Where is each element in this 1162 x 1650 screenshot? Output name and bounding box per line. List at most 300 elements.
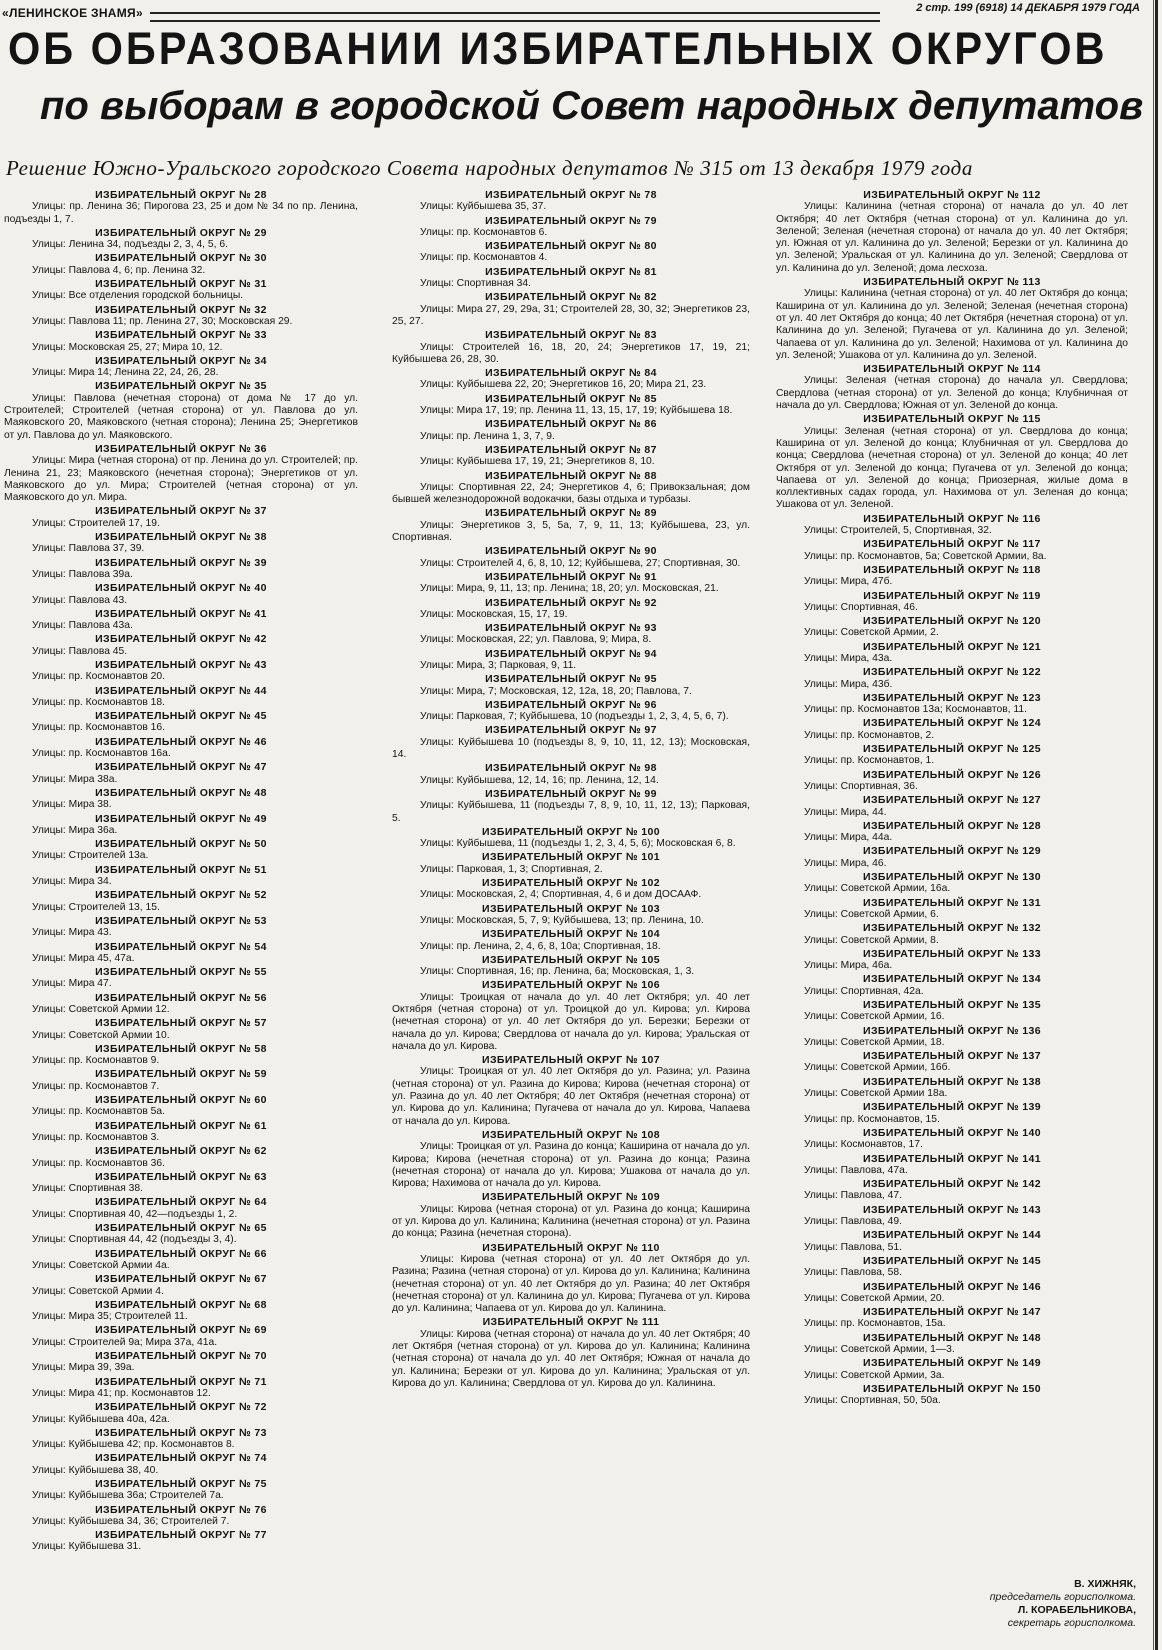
district-title: ИЗБИРАТЕЛЬНЫЙ ОКРУГ № 126 [863,768,1041,781]
district-title: ИЗБИРАТЕЛЬНЫЙ ОКРУГ № 124 [863,717,1041,730]
district-streets: Улицы: Строителей 17, 19. [32,517,160,529]
district-title: ИЗБИРАТЕЛЬНЫЙ ОКРУГ № 32 [95,303,267,316]
district-title: ИЗБИРАТЕЛЬНЫЙ ОКРУГ № 128 [863,819,1041,832]
district-streets: Улицы: Калинина (четная сторона) от ул. 40 лет Октября до конца; Каширина от ул. Калинина до ул. Зеленой; Зеленая (нечетная сторона) от ул. 40 лет Октября до конца; 40 лет Октября (нечетная сторона) от ул. Калинина до ул. Зеленой; Пугачева от ул. Калинина до ул. Зеленой; Чапаева от ул. Калинина до ул. Зеленой; Нахимова от ул. Калинина до ул. Зеленой; Ушакова от ул. Калинина до ул. Зеленой. [776,288,1128,361]
electoral-district [776,1178,1128,1203]
electoral-district [4,761,358,786]
district-streets: Улицы: Спортивная 44, 42 (подъезды 3, 4). [32,1234,237,1246]
district-streets: Улицы: Павлова 43. [32,594,128,606]
electoral-district [4,941,358,966]
electoral-district [392,240,750,265]
district-streets: Улицы: Советской Армии, 1—3. [804,1344,955,1356]
district-streets: Улицы: Кирова (четная сторона) от ул. 40 лет Октября до ул. Разина; Разина (четная сторона) от ул. Кирова до ул. Калинина; Калинина (нечетная сторона) от ул. 40 лет Октября до ул. Разина; 40 лет Октября (нечетная сторона) от ул. Калинина до ул. Кирова; Пугачева от ул. Кирова до ул. Калинина; Чапаева от ул. Кирова до ул. Калинина. [392,1253,750,1315]
electoral-district [776,1281,1128,1306]
district-streets: Улицы: Мира (четная сторона) от пр. Ленина до ул. Строителей; пр. Ленина 21, 23; Маяковского (нечетная сторона); Энергетиков от ул. Маяковского до ул. Мира; Строителей (четная сторона) от ул. Маяковского до ул. Мира. [4,455,358,504]
electoral-district [776,564,1128,589]
district-streets: Улицы: Павлова, 51. [804,1241,902,1253]
electoral-district [776,413,1128,511]
district-streets: Улицы: Мира 39, 39а. [32,1362,135,1374]
district-title: ИЗБИРАТЕЛЬНЫЙ ОКРУГ № 94 [485,647,657,660]
district-streets: Улицы: Павлова 43а. [32,620,133,632]
electoral-district [392,545,750,570]
district-streets: Улицы: Куйбышева, 11 (подъезды 7, 8, 9, 10, 11, 12, 13); Парковая, 5. [392,800,750,824]
electoral-district [776,641,1128,666]
decision-reference: Решение Южно-Уральского городского Совета народных депутатов № 315 от 13 декабря 1979 года [6,156,973,180]
district-streets: Улицы: Советской Армии 10. [32,1029,170,1041]
electoral-district [776,666,1128,691]
district-streets: Улицы: пр. Космонавтов 36. [32,1157,165,1169]
electoral-district [4,838,358,863]
district-title: ИЗБИРАТЕЛЬНЫЙ ОКРУГ № 31 [95,278,267,291]
district-title: ИЗБИРАТЕЛЬНЫЙ ОКРУГ № 76 [95,1503,267,1516]
district-title: ИЗБИРАТЕЛЬНЫЙ ОКРУГ № 95 [485,673,657,686]
electoral-district [776,615,1128,640]
district-title: ИЗБИРАТЕЛЬНЫЙ ОКРУГ № 146 [863,1280,1041,1293]
district-title: ИЗБИРАТЕЛЬНЫЙ ОКРУГ № 57 [95,1017,267,1030]
district-streets: Улицы: Московская 25, 27; Мира 10, 12. [32,341,223,353]
district-streets: Улицы: Кирова (четная сторона) от ул. Разина до конца; Каширина от ул. Кирова до ул. Калинина; Калинина (нечетная сторона) от ул. Разина до конца; Разина (нечетная сторона). [392,1203,750,1240]
electoral-district [392,724,750,761]
district-title: ИЗБИРАТЕЛЬНЫЙ ОКРУГ № 64 [95,1196,267,1209]
district-streets: Улицы: пр. Космонавтов 7. [32,1080,160,1092]
electoral-district [4,633,358,658]
district-title: ИЗБИРАТЕЛЬНЫЙ ОКРУГ № 137 [863,1050,1041,1063]
district-title: ИЗБИРАТЕЛЬНЫЙ ОКРУГ № 34 [95,354,267,367]
district-streets: Улицы: Космонавтов, 17. [804,1139,923,1151]
electoral-district [392,648,750,673]
electoral-district [4,1376,358,1401]
district-streets: Улицы: пр. Космонавтов, 2. [804,729,935,741]
electoral-district [776,1025,1128,1050]
electoral-district [776,189,1128,275]
district-title: ИЗБИРАТЕЛЬНЫЙ ОКРУГ № 111 [482,1316,660,1329]
electoral-district [4,1529,358,1554]
district-streets: Улицы: Троицкая от начала до ул. 40 лет Октября; ул. 40 лет Октября (четная сторона) от ул. Троицкой до ул. Кирова; ул. Кирова (нечетная сторона) от ул. 40 лет Октября до ул. Березки; Березки от начала до ул. Кирова; Свердлова от начала до ул. Кирова; Уральская от начала до ул. Кирова. [392,991,750,1052]
district-streets: Улицы: пр. Космонавтов 16а. [32,748,171,760]
district-title: ИЗБИРАТЕЛЬНЫЙ ОКРУГ № 131 [863,896,1041,909]
electoral-district [776,743,1128,768]
district-streets: Улицы: Зеленая (четная сторона) от ул. Свердлова до конца; Каширина от ул. Зеленой до конца; Клубничная от ул. Свердлова до конца; Свердлова (нечетная сторона) от ул. Зеленой до конца; 40 лет Октября от ул. Зеленой до конца; Пугачева от ул. Зеленой до конца; Чапаева от ул. Зеленой до конца; Приозерная, жилые дома в коллективных садах города, ул. Нахимова от ул. Зеленая до конца; Ушакова от ул. Зеленой. [776,425,1128,511]
electoral-district [4,710,358,735]
district-streets: Улицы: Советской Армии, 18. [804,1036,945,1048]
district-title: ИЗБИРАТЕЛЬНЫЙ ОКРУГ № 36 [95,442,267,455]
district-streets: Улицы: Московская, 22; ул. Павлова, 9; Мира, 8. [420,634,652,646]
district-title: ИЗБИРАТЕЛЬНЫЙ ОКРУГ № 149 [863,1357,1041,1370]
district-title: ИЗБИРАТЕЛЬНЫЙ ОКРУГ № 144 [863,1229,1041,1242]
district-title: ИЗБИРАТЕЛЬНЫЙ ОКРУГ № 104 [482,928,660,941]
electoral-district [776,363,1128,412]
electoral-district [4,1017,358,1042]
district-streets: Улицы: Ленина 34, подъезды 2, 3, 4, 5, 6. [32,239,228,251]
electoral-district [4,189,358,226]
district-streets: Улицы: пр. Космонавтов 9. [32,1055,160,1067]
district-streets: Улицы: Куйбышева 42; пр. Космонавтов 8. [32,1439,235,1451]
district-title: ИЗБИРАТЕЛЬНЫЙ ОКРУГ № 110 [482,1241,660,1254]
electoral-district [776,973,1128,998]
district-title: ИЗБИРАТЕЛЬНЫЙ ОКРУГ № 62 [95,1145,267,1158]
electoral-district [392,1316,750,1390]
district-streets: Улицы: Куйбышева 22, 20; Энергетиков 16, 20; Мира 21, 23. [420,379,707,391]
district-title: ИЗБИРАТЕЛЬНЫЙ ОКРУГ № 106 [482,979,660,992]
district-title: ИЗБИРАТЕЛЬНЫЙ ОКРУГ № 112 [863,189,1041,201]
district-streets: Улицы: Мира 35; Строителей 11. [32,1311,188,1323]
electoral-district [4,685,358,710]
district-streets: Улицы: Мира, 47б. [804,576,893,588]
electoral-district [4,531,358,556]
district-streets: Улицы: Калинина (четная сторона) от начала до ул. 40 лет Октября; 40 лет Октября (четная сторона) от ул. Калинина до ул. Зеленой; Зеленая (нечетная сторона) от начала до ул. 40 лет Октября; ул. Южная от ул. Калинина до ул. Зеленой; Березки от ул. Калинина до ул. Зеленой; Уральская от ул. Калинина до ул. Зеленой; Свердлова от ул. Калинина до ул. Зеленой; дома лесхоза. [776,201,1128,274]
district-streets: Улицы: Спортивная 40, 42—подъезды 1, 2. [32,1208,238,1220]
district-title: ИЗБИРАТЕЛЬНЫЙ ОКРУГ № 108 [482,1128,660,1141]
district-streets: Улицы: Спортивная, 42а. [804,985,924,997]
district-title: ИЗБИРАТЕЛЬНЫЙ ОКРУГ № 116 [863,512,1041,525]
district-streets: Улицы: пр. Космонавтов 3. [32,1131,160,1143]
district-streets: Улицы: Мира 45, 47а. [32,952,135,964]
electoral-district [776,590,1128,615]
electoral-district [4,1248,358,1273]
district-streets: Улицы: Мира 27, 29, 29а, 31; Строителей 28, 30, 32; Энергетиков 23, 25, 27. [392,303,750,327]
district-title: ИЗБИРАТЕЛЬНЫЙ ОКРУГ № 102 [482,877,660,890]
district-streets: Улицы: Строителей, 5, Спортивная, 32. [804,525,992,537]
electoral-district [392,1242,750,1316]
district-streets: Улицы: Советской Армии, 16б. [804,1062,951,1074]
district-streets: Улицы: Мира 34. [32,876,112,888]
district-title: ИЗБИРАТЕЛЬНЫЙ ОКРУГ № 43 [95,658,267,671]
electoral-district [392,189,750,214]
district-streets: Улицы: Все отделения городской больницы. [32,290,244,302]
electoral-district [776,1306,1128,1331]
electoral-district [392,788,750,825]
electoral-district [392,215,750,240]
district-title: ИЗБИРАТЕЛЬНЫЙ ОКРУГ № 65 [95,1222,267,1235]
electoral-district [776,1050,1128,1075]
district-title: ИЗБИРАТЕЛЬНЫЙ ОКРУГ № 48 [95,786,267,799]
electoral-district [392,826,750,851]
district-streets: Улицы: Куйбышева 35, 37. [420,201,547,213]
district-title: ИЗБИРАТЕЛЬНЫЙ ОКРУГ № 115 [863,413,1041,426]
district-title: ИЗБИРАТЕЛЬНЫЙ ОКРУГ № 113 [863,276,1041,289]
electoral-district [392,418,750,443]
electoral-district [4,443,358,504]
electoral-district [4,1478,358,1503]
electoral-district [776,1357,1128,1382]
electoral-district [4,355,358,380]
electoral-district [4,1068,358,1093]
district-streets: Улицы: Мира, 44. [804,806,887,818]
district-title: ИЗБИРАТЕЛЬНЫЙ ОКРУГ № 105 [482,953,660,966]
district-streets: Улицы: Советской Армии, 8. [804,934,939,946]
district-streets: Улицы: Советской Армии 18а. [804,1088,948,1100]
electoral-district [392,266,750,291]
district-streets: Улицы: пр. Космонавтов 18. [32,696,165,708]
district-title: ИЗБИРАТЕЛЬНЫЙ ОКРУГ № 141 [863,1152,1041,1165]
district-title: ИЗБИРАТЕЛЬНЫЙ ОКРУГ № 80 [485,240,657,253]
district-title: ИЗБИРАТЕЛЬНЫЙ ОКРУГ № 135 [863,999,1041,1011]
district-streets: Улицы: Советской Армии, 20. [804,1292,945,1304]
district-title: ИЗБИРАТЕЛЬНЫЙ ОКРУГ № 120 [863,615,1041,628]
electoral-district [776,922,1128,947]
district-title: ИЗБИРАТЕЛЬНЫЙ ОКРУГ № 93 [485,622,657,635]
district-streets: Улицы: Московская, 15, 17, 19. [420,608,568,620]
district-title: ИЗБИРАТЕЛЬНЫЙ ОКРУГ № 37 [95,505,267,518]
electoral-district [776,1127,1128,1152]
electoral-district [4,278,358,303]
electoral-district [392,444,750,469]
district-title: ИЗБИРАТЕЛЬНЫЙ ОКРУГ № 147 [863,1306,1041,1319]
electoral-district [392,1054,750,1128]
district-streets: Улицы: Мира, 46. [804,857,887,869]
district-title: ИЗБИРАТЕЛЬНЫЙ ОКРУГ № 140 [863,1126,1041,1139]
electoral-district [392,928,750,953]
district-streets: Улицы: Павлова (нечетная сторона) от дома № 17 до ул. Строителей; Строителей (четная сторона) от ул. Павлова до ул. Маяковского 20, Маяковского (четная сторона); Ленина 25; Энергетиков от ул. Павлова до ул. Маяковского. [4,392,358,441]
district-title: ИЗБИРАТЕЛЬНЫЙ ОКРУГ № 60 [95,1094,267,1107]
district-streets: Улицы: Куйбышева, 12, 14, 16; пр. Ленина, 12, 14. [420,774,659,786]
district-streets: Улицы: Куйбышева 17, 19, 21; Энергетиков 8, 10. [420,456,655,468]
electoral-district [776,948,1128,973]
district-title: ИЗБИРАТЕЛЬНЫЙ ОКРУГ № 30 [95,252,267,265]
electoral-district [4,329,358,354]
district-title: ИЗБИРАТЕЛЬНЫЙ ОКРУГ № 145 [863,1254,1041,1267]
electoral-district [776,513,1128,538]
district-streets: Улицы: Спортивная 38. [32,1183,143,1195]
electoral-district [392,851,750,876]
district-title: ИЗБИРАТЕЛЬНЫЙ ОКРУГ № 118 [863,563,1041,576]
electoral-district [4,1222,358,1247]
district-title: ИЗБИРАТЕЛЬНЫЙ ОКРУГ № 53 [95,914,267,927]
district-title: ИЗБИРАТЕЛЬНЫЙ ОКРУГ № 88 [485,469,657,482]
district-streets: Улицы: пр. Космонавтов, 15а. [804,1318,946,1330]
electoral-district [4,582,358,607]
district-streets: Улицы: пр. Космонавтов 13а; Космонавтов, 11. [804,704,1027,716]
newspaper-name: «ЛЕНИНСКОЕ ЗНАМЯ» [2,6,143,20]
district-streets: Улицы: Спортивная 22, 24; Энергетиков 4, 6; Привокзальная; дом бывшей железнодорожной водокачки, базы отдыха и турбазы. [392,481,750,506]
district-title: ИЗБИРАТЕЛЬНЫЙ ОКРУГ № 134 [863,973,1041,986]
electoral-district [392,979,750,1053]
district-title: ИЗБИРАТЕЛЬНЫЙ ОКРУГ № 136 [863,1024,1041,1037]
district-title: ИЗБИРАТЕЛЬНЫЙ ОКРУГ № 84 [485,367,657,380]
district-title: ИЗБИРАТЕЛЬНЫЙ ОКРУГ № 71 [95,1375,267,1388]
electoral-district [392,329,750,366]
district-title: ИЗБИРАТЕЛЬНЫЙ ОКРУГ № 69 [95,1324,267,1337]
district-streets: Улицы: Строителей 13а. [32,850,149,862]
electoral-district [4,227,358,252]
electoral-district [392,622,750,647]
district-title: ИЗБИРАТЕЛЬНЫЙ ОКРУГ № 74 [95,1452,267,1465]
signature-role: секретарь горисполкома. [1007,1617,1136,1629]
district-title: ИЗБИРАТЕЛЬНЫЙ ОКРУГ № 148 [863,1331,1041,1344]
electoral-district [4,1504,358,1529]
electoral-district [4,304,358,329]
electoral-district [776,1101,1128,1126]
district-title: ИЗБИРАТЕЛЬНЫЙ ОКРУГ № 28 [95,189,267,201]
district-streets: Улицы: Зеленая (четная сторона) до начала ул. Свердлова; Свердлова (четная сторона) от ул. Зеленой до конца; Клубничная от начала до ул. Свердлова; Южная от ул. Зеленой до конца. [776,375,1128,412]
district-title: ИЗБИРАТЕЛЬНЫЙ ОКРУГ № 59 [95,1068,267,1081]
district-title: ИЗБИРАТЕЛЬНЫЙ ОКРУГ № 96 [485,698,657,711]
district-title: ИЗБИРАТЕЛЬНЫЙ ОКРУГ № 138 [863,1075,1041,1088]
electoral-district [392,367,750,392]
electoral-district [776,999,1128,1024]
district-streets: Улицы: Строителей 4, 6, 8, 10, 12; Куйбышева, 27; Спортивная, 30. [420,557,741,569]
column-2 [392,188,750,1390]
electoral-district [392,470,750,507]
district-streets: Улицы: Московская, 2, 4; Спортивная, 4, 6 и дом ДОСААФ. [420,889,702,901]
district-title: ИЗБИРАТЕЛЬНЫЙ ОКРУГ № 49 [95,812,267,825]
district-title: ИЗБИРАТЕЛЬНЫЙ ОКРУГ № 82 [485,291,657,304]
district-streets: Улицы: Спортивная, 46. [804,601,918,613]
electoral-district [776,1383,1128,1408]
electoral-district [776,794,1128,819]
signature-name: В. ХИЖНЯК, [1074,1578,1136,1590]
electoral-district [776,871,1128,896]
district-title: ИЗБИРАТЕЛЬНЫЙ ОКРУГ № 117 [863,538,1041,551]
district-streets: Улицы: Мира 14; Ленина 22, 24, 26, 28. [32,367,219,379]
district-streets: Улицы: Куйбышева 38, 40. [32,1464,159,1476]
district-streets: Улицы: Мира 41; пр. Космонавтов 12. [32,1387,211,1399]
district-title: ИЗБИРАТЕЛЬНЫЙ ОКРУГ № 123 [863,691,1041,704]
electoral-district [4,1452,358,1477]
electoral-district [4,1324,358,1349]
district-title: ИЗБИРАТЕЛЬНЫЙ ОКРУГ № 68 [95,1298,267,1311]
district-streets: Улицы: пр. Ленина, 2, 4, 6, 8, 10а; Спортивная, 18. [420,940,661,952]
electoral-district [4,380,358,441]
district-title: ИЗБИРАТЕЛЬНЫЙ ОКРУГ № 35 [95,380,267,393]
district-title: ИЗБИРАТЕЛЬНЫЙ ОКРУГ № 133 [863,947,1041,960]
district-streets: Улицы: Павлова, 58. [804,1267,902,1279]
district-streets: Улицы: Мира 36а. [32,824,118,836]
electoral-district [4,1299,358,1324]
electoral-district [4,736,358,761]
district-title: ИЗБИРАТЕЛЬНЫЙ ОКРУГ № 114 [863,363,1041,376]
district-title: ИЗБИРАТЕЛЬНЫЙ ОКРУГ № 85 [485,392,657,405]
district-streets: Улицы: Спортивная, 50, 50а. [804,1395,941,1407]
district-streets: Улицы: Советской Армии 4а. [32,1259,170,1271]
district-title: ИЗБИРАТЕЛЬНЫЙ ОКРУГ № 40 [95,582,267,595]
district-title: ИЗБИРАТЕЛЬНЫЙ ОКРУГ № 86 [485,418,657,431]
district-streets: Улицы: пр. Ленина 36; Пирогова 23, 25 и дом № 34 по пр. Ленина, подъезды 1, 7. [4,201,358,225]
electoral-district [392,673,750,698]
district-title: ИЗБИРАТЕЛЬНЫЙ ОКРУГ № 33 [95,329,267,342]
electoral-district [4,252,358,277]
district-title: ИЗБИРАТЕЛЬНЫЙ ОКРУГ № 39 [95,556,267,569]
district-streets: Улицы: Советской Армии, 16а. [804,883,951,895]
district-streets: Улицы: Мира, 9, 11, 13; пр. Ленина; 18, 20; ул. Московская, 21. [420,583,719,595]
district-streets: Улицы: Куйбышева, 11 (подъезды 1, 2, 3, 4, 5, 6); Московская 6, 8. [420,838,736,850]
district-streets: Улицы: Куйбышева 34, 36; Строителей 7. [32,1515,230,1527]
district-streets: Улицы: Советской Армии, 2. [804,627,939,639]
district-streets: Улицы: пр. Космонавтов, 1. [804,755,935,767]
district-title: ИЗБИРАТЕЛЬНЫЙ ОКРУГ № 89 [485,507,657,520]
electoral-district [776,1076,1128,1101]
district-title: ИЗБИРАТЕЛЬНЫЙ ОКРУГ № 41 [95,607,267,620]
district-streets: Улицы: Троицкая от ул. Разина до конца; Каширина от начала до ул. Кирова; Кирова (нечетная сторона) от ул. Разина до конца; Разина (нечетная сторона) от начала до ул. Кирова; Ушакова от начала до ул. Кирова; Нахимова от начала до ул. Кирова. [392,1141,750,1190]
headline-main: ОБ ОБРАЗОВАНИИ ИЗБИРАТЕЛЬНЫХ ОКРУГОВ [8,22,1108,74]
electoral-district [4,557,358,582]
district-title: ИЗБИРАТЕЛЬНЫЙ ОКРУГ № 109 [482,1191,660,1204]
district-title: ИЗБИРАТЕЛЬНЫЙ ОКРУГ № 87 [485,443,657,456]
electoral-district [4,787,358,812]
electoral-district [4,813,358,838]
district-title: ИЗБИРАТЕЛЬНЫЙ ОКРУГ № 143 [863,1203,1041,1216]
district-title: ИЗБИРАТЕЛЬНЫЙ ОКРУГ № 78 [485,189,657,201]
electoral-district [4,1171,358,1196]
district-title: ИЗБИРАТЕЛЬНЫЙ ОКРУГ № 77 [95,1529,267,1542]
district-title: ИЗБИРАТЕЛЬНЫЙ ОКРУГ № 42 [95,633,267,646]
electoral-district [392,1191,750,1240]
district-title: ИЗБИРАТЕЛЬНЫЙ ОКРУГ № 29 [95,226,267,239]
electoral-district [4,1273,358,1298]
electoral-district [4,1350,358,1375]
district-title: ИЗБИРАТЕЛЬНЫЙ ОКРУГ № 98 [485,762,657,775]
electoral-district [776,1332,1128,1357]
electoral-district [4,864,358,889]
district-title: ИЗБИРАТЕЛЬНЫЙ ОКРУГ № 119 [863,589,1041,602]
district-streets: Улицы: Мира, 43б. [804,678,893,690]
district-title: ИЗБИРАТЕЛЬНЫЙ ОКРУГ № 83 [485,329,657,342]
district-streets: Улицы: Строителей 13, 15. [32,901,160,913]
district-title: ИЗБИРАТЕЛЬНЫЙ ОКРУГ № 66 [95,1247,267,1260]
electoral-district [776,1229,1128,1254]
district-title: ИЗБИРАТЕЛЬНЫЙ ОКРУГ № 127 [863,794,1041,807]
electoral-district [776,845,1128,870]
district-title: ИЗБИРАТЕЛЬНЫЙ ОКРУГ № 45 [95,710,267,723]
district-streets: Улицы: Павлова, 47. [804,1190,902,1202]
district-streets: Улицы: Советской Армии, 3а. [804,1369,945,1381]
column-1 [4,188,358,1554]
district-streets: Улицы: Московская, 5, 7, 9; Куйбышева, 13; пр. Ленина, 10. [420,914,704,926]
district-title: ИЗБИРАТЕЛЬНЫЙ ОКРУГ № 50 [95,838,267,851]
district-streets: Улицы: Советской Армии, 6. [804,908,939,920]
district-title: ИЗБИРАТЕЛЬНЫЙ ОКРУГ № 75 [95,1477,267,1490]
district-streets: Улицы: Павлова 4, 6; пр. Ленина 32. [32,264,206,276]
district-title: ИЗБИРАТЕЛЬНЫЙ ОКРУГ № 55 [95,966,267,979]
electoral-district [4,608,358,633]
district-title: ИЗБИРАТЕЛЬНЫЙ ОКРУГ № 101 [482,851,660,864]
electoral-district [392,877,750,902]
district-streets: Улицы: Павлова 11; пр. Ленина 27, 30; Московская 29. [32,315,293,327]
electoral-district [392,507,750,544]
electoral-district [4,505,358,530]
electoral-district [776,1204,1128,1229]
district-streets: Улицы: пр. Космонавтов 5а. [32,1106,165,1118]
district-streets: Улицы: Спортивная 34. [420,278,531,290]
district-streets: Улицы: Мира, 43а. [804,652,893,664]
district-title: ИЗБИРАТЕЛЬНЫЙ ОКРУГ № 72 [95,1401,267,1414]
district-streets: Улицы: Куйбышева 36а; Строителей 7а. [32,1490,224,1502]
district-title: ИЗБИРАТЕЛЬНЫЙ ОКРУГ № 63 [95,1170,267,1183]
district-streets: Улицы: Павлова 39а. [32,568,133,580]
district-title: ИЗБИРАТЕЛЬНЫЙ ОКРУГ № 99 [485,787,657,800]
page-edge-rule [1155,0,1158,1650]
district-streets: Улицы: Спортивная, 36. [804,780,918,792]
district-title: ИЗБИРАТЕЛЬНЫЙ ОКРУГ № 51 [95,863,267,876]
district-streets: Улицы: Павлова 45. [32,645,128,657]
electoral-district [4,992,358,1017]
district-title: ИЗБИРАТЕЛЬНЫЙ ОКРУГ № 100 [482,825,660,838]
district-streets: Улицы: Строителей 16, 18, 20, 24; Энергетиков 17, 19, 21; Куйбышева 26, 28, 30. [392,341,750,365]
headline-sub: по выборам в городской Совет народных депутатов [40,84,1144,128]
page-edge-rule [1153,0,1154,1650]
electoral-district [4,1427,358,1452]
district-streets: Улицы: Парковая, 7; Куйбышева, 10 (подъезды 1, 2, 3, 4, 5, 6, 7). [420,711,729,723]
electoral-district [4,915,358,940]
electoral-district [392,291,750,328]
district-streets: Улицы: Мира 17, 19; пр. Ленина 11, 13, 15, 17, 19; Куйбышева 18. [420,405,733,417]
electoral-district [776,820,1128,845]
district-title: ИЗБИРАТЕЛЬНЫЙ ОКРУГ № 132 [863,922,1041,935]
electoral-district [4,1401,358,1426]
district-title: ИЗБИРАТЕЛЬНЫЙ ОКРУГ № 58 [95,1042,267,1055]
district-title: ИЗБИРАТЕЛЬНЫЙ ОКРУГ № 67 [95,1273,267,1286]
district-streets: Улицы: Мира, 7; Московская, 12, 12а, 18, 20; Павлова, 7. [420,685,692,697]
